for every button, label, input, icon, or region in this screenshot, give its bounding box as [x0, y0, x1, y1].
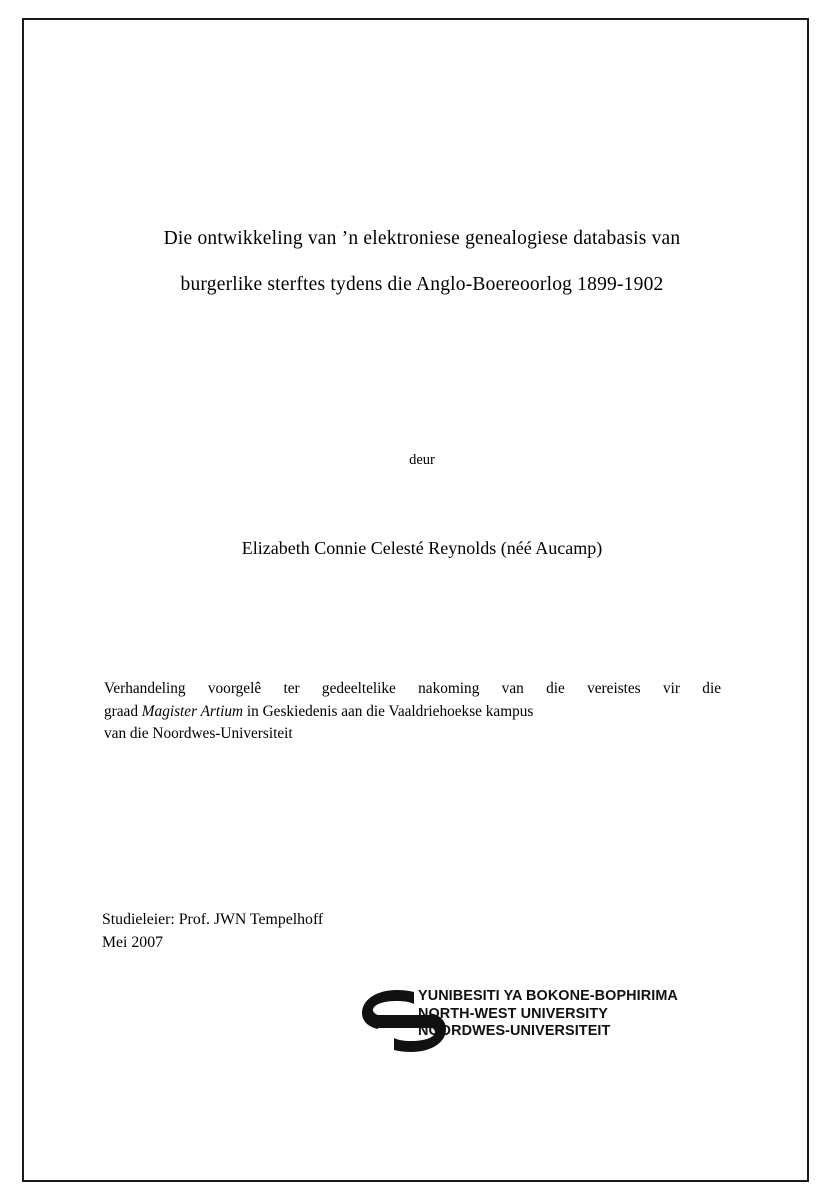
- degree-statement: [104, 678, 721, 746]
- degree-statement-line-2: [104, 701, 721, 724]
- page-title: [102, 216, 742, 308]
- submission-date: Mei 2007: [102, 934, 163, 951]
- title-page-content: [102, 20, 742, 1180]
- degree-statement-line-2-prefix: graad: [104, 702, 142, 720]
- supervisor-block: [102, 908, 742, 954]
- degree-name-italic: Magister Artium: [141, 702, 244, 720]
- page-border: [22, 18, 809, 1182]
- logo-line-afrikaans: NOORDWES-UNIVERSITEIT: [418, 1023, 611, 1039]
- degree-statement-line-1: Verhandeling voorgelê ter gedeeltelike nakoming van die vereistes vir die: [104, 680, 721, 697]
- title-line-2: burgerlike sterftes tydens die Anglo-Boereoorlog 1899-1902: [180, 274, 664, 295]
- author-name: Elizabeth Connie Celesté Reynolds (néé Aucamp): [241, 538, 603, 558]
- university-logo: [278, 985, 678, 1060]
- supervisor-name: Studieleier: Prof. JWN Tempelhoff: [102, 911, 324, 928]
- by-label: deur: [409, 452, 435, 468]
- logo-line-english: NORTH-WEST UNIVERSITY: [418, 1005, 608, 1022]
- degree-statement-line-2-suffix: in Geskiedenis aan die Vaaldriehoekse kampus: [243, 702, 534, 720]
- degree-statement-line-3: van die Noordwes-Universiteit: [104, 725, 293, 742]
- logo-line-setswana: YUNIBESITI YA BOKONE-BOPHIRIMA: [418, 988, 678, 1004]
- title-line-1: Die ontwikkeling van ’n elektroniese genealogiese databasis van: [163, 228, 681, 249]
- university-logo-text: [418, 988, 678, 1041]
